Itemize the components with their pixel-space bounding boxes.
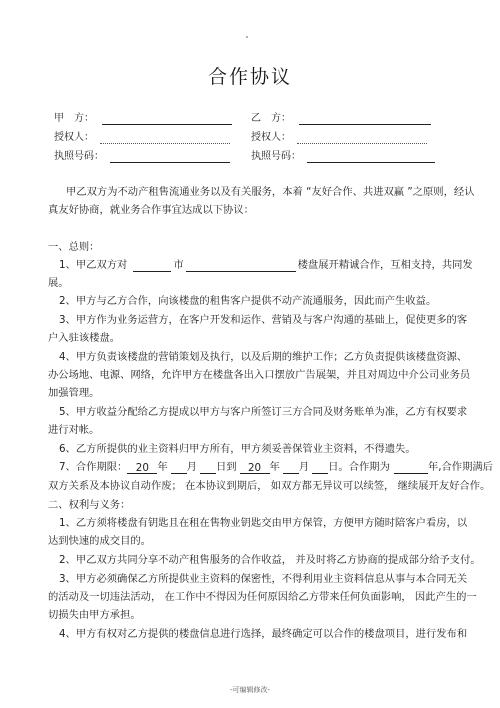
license-a-label: 执照号码：	[54, 151, 104, 162]
license-b-field[interactable]	[307, 151, 435, 163]
s2-item-3-line-2: 的活动及一切违法活动， 在工作中不得因为任何原因给乙方带来任何负面影响， 因此产生的一	[48, 591, 477, 603]
property-blank[interactable]	[186, 260, 296, 272]
party-b-field[interactable]	[299, 113, 431, 125]
s1-item-4-line-3: 加强管理。	[48, 387, 100, 399]
end-day-unit: 日。合作期为	[328, 461, 390, 473]
end-month-blank[interactable]	[283, 462, 299, 474]
s2-item-2: 2、甲乙双方共同分享不动产租售服务的合作收益， 并及时将乙方协商的提成部分给予支付。	[59, 554, 481, 566]
city-blank[interactable]	[133, 260, 171, 272]
start-month-unit: 月	[186, 461, 197, 473]
authorized-a-field[interactable]	[100, 132, 230, 144]
section-2-heading: 二、权利与义务：	[48, 499, 131, 511]
s1-item-2: 2、甲方与乙方合作，向该楼盘的租售客户提供不动产流通服务，因此而产生收益。	[59, 295, 437, 307]
s1-item-7-line-1	[59, 461, 493, 474]
s1-item-6: 6、乙方所提供的业主资料归甲方所有，甲方须妥善保管业主资料，不得遗失。	[59, 443, 416, 455]
start-month-blank[interactable]	[171, 462, 187, 474]
s1-item-1-part-b: 市	[173, 259, 184, 271]
s2-item-4-line-1: 4、甲方有权对乙方提供的楼盘信息进行选择，最终确定可以合作的楼盘项目，进行发布和	[59, 628, 468, 640]
s1-item-1-part-c: 楼盘展开精诚合作，互相支持，共同发	[297, 259, 473, 271]
s1-item-3-line-2: 户入驻该楼盘。	[48, 332, 121, 344]
end-year-unit: 年	[269, 461, 280, 473]
authorized-b-field[interactable]	[297, 132, 427, 144]
intro-line-2: 真友好协商，就业务合作事宜达成以下协议：	[48, 204, 254, 216]
end-year-field[interactable]: 20	[240, 462, 270, 474]
s1-item-3-line-1: 3、甲方作为业务运营方，在客户开发和运作、营销及与客户沟通的基础上，促使更多的客	[59, 314, 468, 326]
party-a-label: 甲 方：	[54, 113, 94, 124]
license-a-row	[54, 150, 230, 163]
s1-item-4-line-1: 4、甲方负责该楼盘的营销策划及执行，以及后期的维护工作；乙方负责提供该楼盘资源、	[59, 351, 468, 363]
start-year-field[interactable]: 20	[127, 462, 157, 474]
term-years-blank[interactable]	[394, 462, 428, 474]
s1-item-1-line-2: 展。	[48, 277, 69, 289]
authorized-a-label: 授权人：	[54, 132, 94, 143]
license-b-row	[251, 150, 435, 163]
s1-item-1-line-1	[59, 259, 473, 272]
s2-item-1-line-2: 达到快速的成交目的。	[48, 535, 151, 547]
authorized-a-row	[54, 131, 230, 144]
party-b-row	[251, 112, 431, 125]
term-tail: 年,合作期满后	[427, 461, 493, 473]
header-mark	[246, 36, 248, 38]
party-b-label: 乙 方：	[251, 113, 291, 124]
start-year-unit: 年	[157, 461, 168, 473]
authorized-b-row	[251, 131, 427, 144]
s1-item-1-part-a: 1、甲乙双方对	[59, 259, 128, 271]
section-1-heading: 一、总则：	[48, 241, 100, 253]
start-day-blank[interactable]	[200, 462, 216, 474]
s2-item-3-line-3: 切损失由甲方承担。	[48, 609, 141, 621]
end-month-unit: 月	[298, 461, 310, 473]
s1-item-5-line-2: 进行对帐。	[48, 424, 100, 436]
license-b-label: 执照号码：	[251, 151, 301, 162]
s1-item-7-line-2: 双方关系及本协议自动作废； 在本协议到期后， 如双方都无异议可以续签， 继续展开友好合作。	[48, 480, 491, 492]
page-footer: -可编辑修改-	[229, 686, 271, 694]
party-a-row	[54, 112, 232, 125]
end-day-blank[interactable]	[312, 462, 328, 474]
document-title: 合作协议	[207, 66, 292, 88]
s1-item-4-line-2: 办公场地、电源、网络，允许甲方在楼盘各出入口摆放广告展架，并且对周边中介公司业务员	[48, 369, 471, 381]
s2-item-3-line-1: 3、甲方必须确保乙方所提供业主资料的保密性，不得利用业主资料信息从事与本合同无关	[59, 573, 468, 585]
license-a-field[interactable]	[110, 151, 230, 163]
intro-line-1: 甲乙双方为不动产租售流通业务以及有关服务，本着 “友好合作、共进双赢 ”之原则，经认	[66, 186, 475, 198]
authorized-b-label: 授权人：	[251, 132, 291, 143]
s1-item-5-line-1: 5、甲方收益分配给乙方提成以甲方与客户所签订三方合同及财务账单为准，乙方有权要求	[59, 406, 468, 418]
s2-item-1-line-1: 1、乙方须将楼盘有钥匙且在租在售物业钥匙交由甲方保管，方便甲方随时陪客户看房，以	[59, 517, 468, 529]
party-a-field[interactable]	[102, 113, 232, 125]
term-label: 7、合作期限：	[59, 461, 128, 473]
start-day-unit: 日到	[215, 461, 237, 473]
